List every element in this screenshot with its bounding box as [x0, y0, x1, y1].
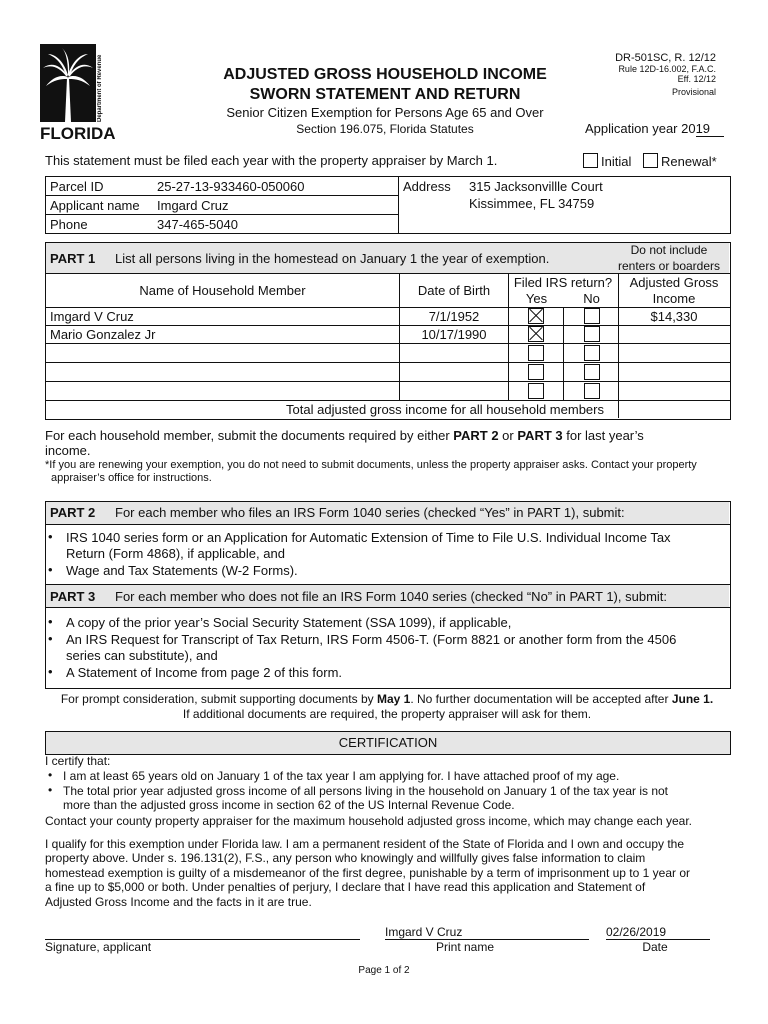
member-income-field[interactable]: $14,330	[650, 309, 698, 324]
bullet-icon: •	[48, 529, 53, 544]
filed-yes-checkbox[interactable]	[528, 383, 544, 399]
certify-intro: I certify that:	[45, 754, 111, 768]
part2-item1-line1: IRS 1040 series form or an Application for Automatic Extension of Time to File U.S. Individual Income Tax	[66, 530, 671, 545]
phone-label: Phone	[50, 217, 88, 232]
renewal-checkbox[interactable]	[643, 153, 658, 168]
bullet-icon: •	[48, 768, 53, 782]
part1-colheader-line	[45, 307, 730, 308]
signature-label: Signature, applicant	[45, 940, 152, 954]
address-line2-field[interactable]: Kissimmee, FL 34759	[469, 196, 595, 211]
applicant-name-label: Applicant name	[50, 198, 140, 213]
part3-item3: A Statement of Income from page 2 of this form.	[66, 665, 343, 680]
address-label: Address	[403, 179, 451, 194]
effective-date: Eff. 12/12	[677, 74, 716, 84]
form-title-line1: ADJUSTED GROSS HOUSEHOLD INCOME	[223, 66, 547, 83]
prompt-may-date: May 1	[376, 692, 411, 706]
col-no-header: No	[583, 291, 600, 306]
parcel-id-field[interactable]: 25-27-13-933460-050060	[157, 179, 305, 194]
part2-item2: Wage and Tax Statements (W-2 Forms).	[66, 563, 298, 578]
part1-label: PART 1	[50, 251, 96, 266]
date-label: Date	[642, 940, 668, 954]
application-year-field[interactable]: 19	[696, 121, 724, 137]
certify-item1: I am at least 65 years old on January 1 of the tax year I am applying for. I have attached proof of my age.	[63, 769, 620, 783]
phone-field[interactable]: 347-465-5040	[157, 217, 238, 232]
prompt-text-b: . No further documentation will be accepted after	[410, 692, 672, 706]
rule-number: Rule 12D-16.002, F.A.C.	[618, 64, 716, 74]
documents-instruction-b: or	[498, 428, 518, 443]
applicant-row-line	[45, 195, 399, 196]
part1-note-line2: renters or boarders	[617, 259, 721, 273]
documents-instruction-d: income.	[45, 443, 91, 458]
renewal-footnote-line1: *If you are renewing your exemption, you do not need to submit documents, unless the property appraiser asks. Contact your property	[45, 459, 697, 471]
applicant-divider	[398, 176, 399, 233]
col-filed-header: Filed IRS return?	[513, 275, 613, 290]
applicant-name-field[interactable]: Imgard Cruz	[157, 198, 229, 213]
form-subtitle: Senior Citizen Exemption for Persons Age 65 and Over	[226, 105, 544, 120]
col-line-yes-no	[563, 307, 564, 400]
initial-label: Initial	[601, 154, 632, 169]
filed-no-checkbox[interactable]	[584, 326, 600, 342]
member-name-field[interactable]: Mario Gonzalez Jr	[50, 327, 156, 342]
application-year	[585, 121, 724, 136]
qualify-para-line5: Adjusted Gross Income and the facts in it are true.	[45, 895, 312, 909]
address-line1-field[interactable]: 315 Jacksonvillle Court	[469, 179, 603, 194]
certify-item2-line1: The total prior year adjusted gross income of all persons living in the household on January 1 of the tax year is not	[63, 784, 669, 798]
part2-reference: PART 2	[453, 428, 499, 443]
bullet-icon: •	[48, 664, 53, 679]
filed-yes-checkbox[interactable]	[528, 326, 544, 342]
table-row-line	[45, 362, 730, 363]
applicant-row-line	[45, 214, 399, 215]
table-row-line	[45, 400, 730, 401]
col-agi-header-line2: Income	[652, 291, 696, 306]
florida-dor-logo	[40, 44, 116, 143]
documents-instruction-c: for last year’s	[562, 428, 644, 443]
bullet-icon: •	[48, 614, 53, 629]
col-name-header: Name of Household Member	[139, 283, 306, 298]
part2-instruction: For each member who files an IRS Form 1040 series (checked “Yes” in PART 1), submit:	[115, 505, 625, 520]
col-agi-header-line1: Adjusted Gross	[629, 275, 719, 290]
filed-no-checkbox[interactable]	[584, 308, 600, 324]
total-income-label: Total adjusted gross income for all household members	[286, 402, 604, 417]
filed-yes-checkbox[interactable]	[528, 364, 544, 380]
logo-vertical-text: Department of Revenue	[97, 54, 103, 122]
part3-item2-line2: series can substitute), and	[66, 648, 218, 663]
page-number: Page 1 of 2	[358, 965, 410, 976]
statute-reference: Section 196.075, Florida Statutes	[296, 122, 474, 136]
application-year-label: Application year 20	[585, 121, 696, 136]
logo-word: FLORIDA	[40, 124, 116, 143]
part1-instruction: List all persons living in the homestead on January 1 the year of exemption.	[115, 251, 550, 266]
member-dob-field[interactable]: 7/1/1952	[428, 309, 480, 324]
filed-no-checkbox[interactable]	[584, 364, 600, 380]
form-number-block	[615, 52, 716, 97]
part1-header-line	[45, 273, 730, 274]
table-row-line	[45, 325, 730, 326]
initial-option[interactable]	[583, 153, 631, 169]
applicant-info-box	[45, 176, 731, 234]
part3-reference: PART 3	[517, 428, 563, 443]
renewal-footnote-line2: appraiser’s office for instructions.	[51, 472, 212, 484]
prompt-text-a: For prompt consideration, submit supporting documents by	[60, 692, 377, 706]
qualify-para-line3: homestead exemption is guilty of a misdemeanor of the first degree, punishable by a term of imprisonment up to 1 year or	[45, 866, 690, 880]
certify-item2-line2: more than the adjusted gross income in section 62 of the US Internal Revenue Code.	[63, 798, 515, 812]
renewal-label: Renewal*	[661, 154, 717, 169]
filed-yes-checkbox[interactable]	[528, 308, 544, 324]
filing-statement: This statement must be filed each year with the property appraiser by March 1.	[45, 153, 498, 168]
part2-item1-line2: Return (Form 4868), if applicable, and	[66, 546, 285, 561]
col-dob-header: Date of Birth	[417, 283, 491, 298]
filed-yes-checkbox[interactable]	[528, 345, 544, 361]
date-field[interactable]: 02/26/2019	[606, 925, 667, 939]
filed-no-checkbox[interactable]	[584, 383, 600, 399]
member-name-field[interactable]: Imgard V Cruz	[50, 309, 134, 324]
initial-checkbox[interactable]	[583, 153, 598, 168]
table-row-line	[45, 343, 730, 344]
part2-label: PART 2	[50, 505, 96, 520]
bullet-icon: •	[48, 562, 53, 577]
bullet-icon: •	[48, 783, 53, 797]
table-row-line	[45, 381, 730, 382]
contact-appraiser-text: Contact your county property appraiser for the maximum household adjusted gross income, which may change each year.	[45, 814, 693, 828]
part3-item1: A copy of the prior year’s Social Security Statement (SSA 1099), if applicable,	[66, 615, 512, 630]
part2-header-line	[45, 524, 730, 525]
renewal-option[interactable]	[643, 153, 717, 169]
part1-note-line1: Do not include	[630, 243, 708, 257]
certification-heading: CERTIFICATION	[338, 735, 438, 750]
member-dob-field[interactable]: 10/17/1990	[421, 327, 487, 342]
qualify-para-line4: a fine up to $5,000 or both. Under penalties of perjury, I declare that I have read this application and Statement of	[45, 880, 646, 894]
filed-no-checkbox[interactable]	[584, 345, 600, 361]
part3-item2-line1: An IRS Request for Transcript of Tax Return, IRS Form 4506-T. (Form 8821 or another form from the 4506	[66, 632, 677, 647]
part3-header-line	[45, 607, 730, 608]
print-name-label: Print name	[435, 940, 495, 954]
provisional-label: Provisional	[671, 87, 716, 97]
bullet-icon: •	[48, 631, 53, 646]
col-yes-header: Yes	[525, 291, 548, 306]
form-title-line2: SWORN STATEMENT AND RETURN	[249, 86, 521, 103]
palm-tree-icon	[40, 44, 96, 122]
part3-instruction: For each member who does not file an IRS Form 1040 series (checked “No” in PART 1), submit:	[115, 589, 668, 604]
print-name-field[interactable]: Imgard V Cruz	[385, 925, 463, 939]
prompt-consideration-line2: If additional documents are required, the property appraiser will ask for them.	[182, 707, 592, 721]
form-number: DR-501SC, R. 12/12	[615, 52, 716, 64]
qualify-para-line2: property above. Under s. 196.131(2), F.S., any person who knowingly and willfully gives false information to claim	[45, 851, 646, 865]
prompt-june-date: June 1.	[671, 692, 714, 706]
documents-instruction	[45, 428, 644, 443]
part3-label: PART 3	[50, 589, 96, 604]
documents-instruction-a: For each household member, submit the documents required by either	[45, 428, 454, 443]
qualify-para-line1: I qualify for this exemption under Florida law. I am a permanent resident of the State of Florida and I own and occupy the	[45, 837, 685, 851]
parcel-id-label: Parcel ID	[50, 179, 104, 194]
prompt-consideration-line1	[45, 692, 729, 706]
